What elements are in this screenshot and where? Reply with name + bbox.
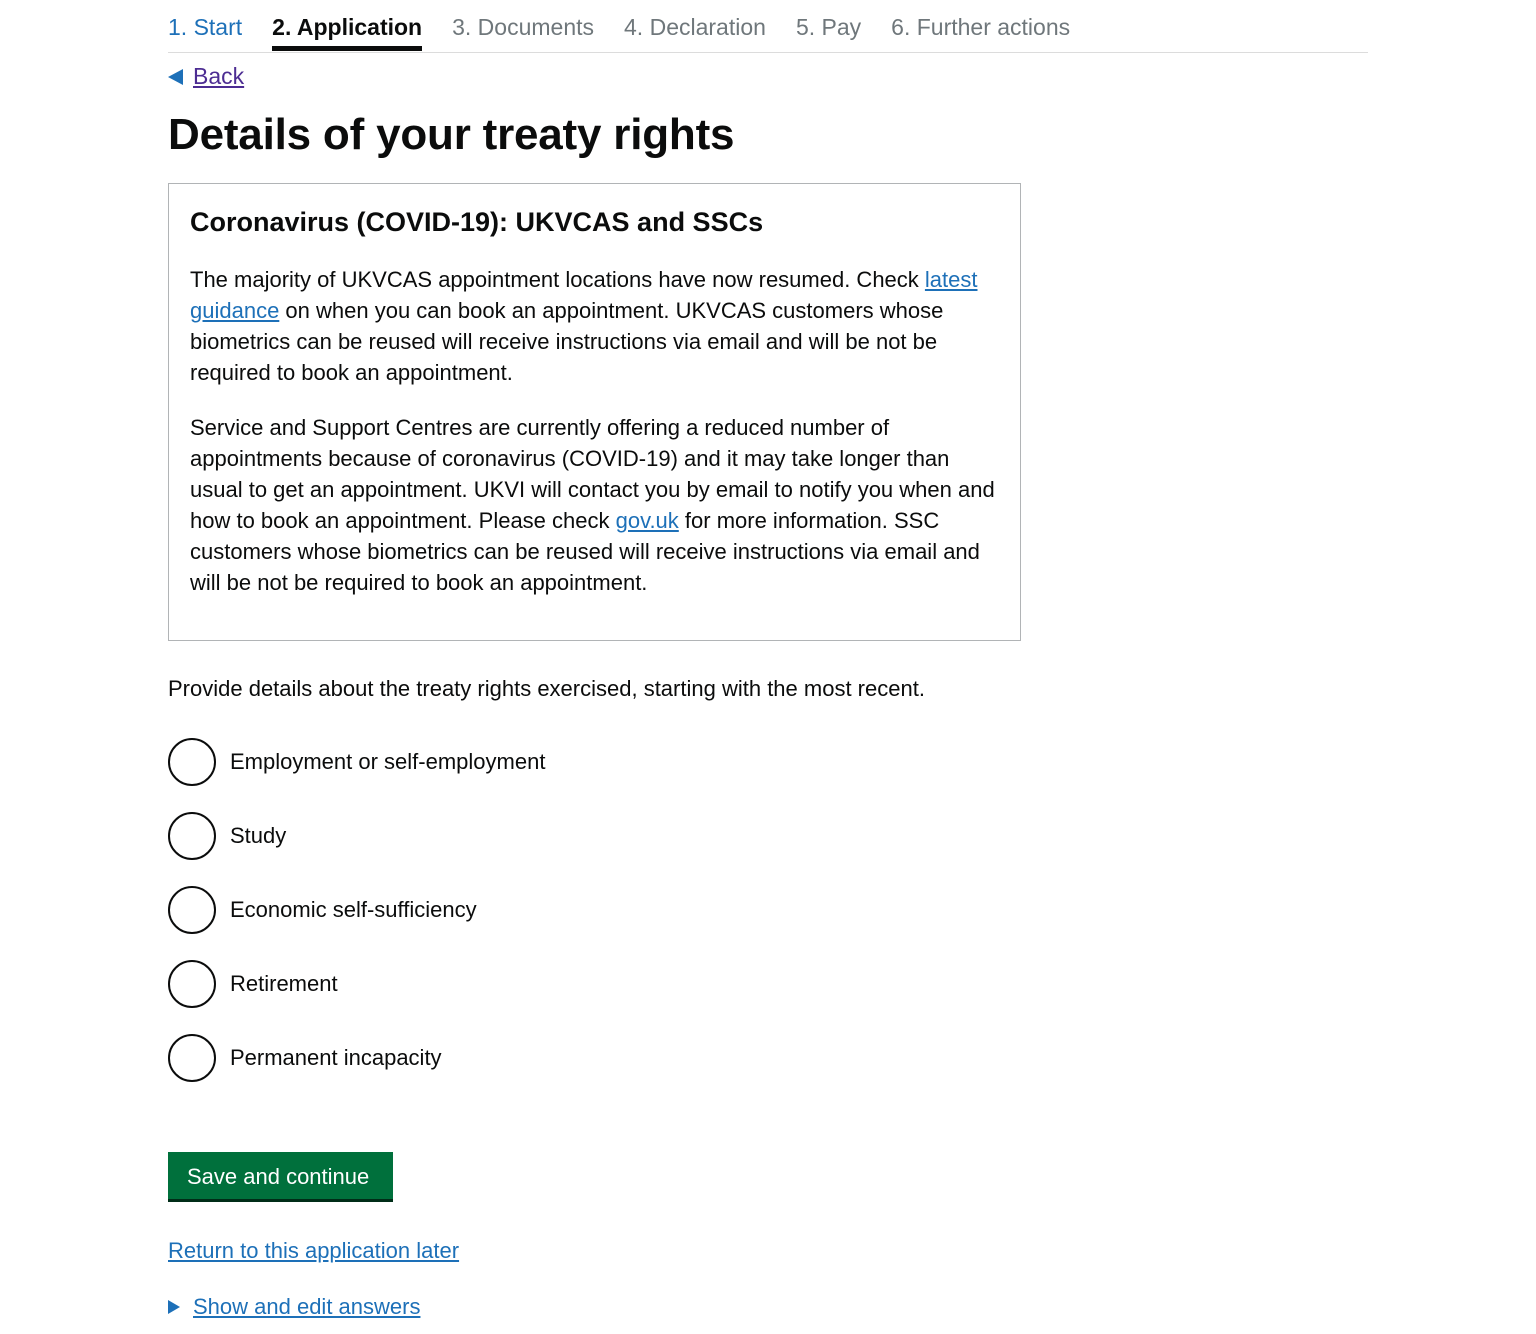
radio-employment[interactable]	[168, 738, 545, 786]
radio-label[interactable]: Permanent incapacity	[230, 1045, 442, 1070]
expand-triangle-icon	[168, 1300, 180, 1314]
covid-notice-panel	[168, 183, 1021, 641]
progress-steps	[168, 0, 1368, 53]
show-edit-answers-label[interactable]: Show and edit answers	[193, 1294, 421, 1319]
step-pay: 5. Pay	[795, 14, 862, 40]
radio-circle[interactable]	[168, 886, 216, 934]
notice-p1-text-after: on when you can book an appointment. UKVCAS customers whose biometrics can be reused will receive instructions via email and will be not be required to book an appointment.	[190, 298, 944, 385]
radio-permanent-incapacity[interactable]	[168, 1034, 545, 1082]
main-container	[168, 0, 1368, 1319]
step-application: 2. Application	[272, 0, 422, 51]
radio-label[interactable]: Economic self-sufficiency	[230, 897, 477, 922]
latest-guidance-link[interactable]: latest guidance	[190, 267, 978, 323]
question-hint: Provide details about the treaty rights exercised, starting with the most recent.	[168, 676, 925, 701]
return-later-link[interactable]: Return to this application later	[168, 1238, 460, 1263]
radio-circle[interactable]	[168, 960, 216, 1008]
notice-paragraph-2	[190, 412, 1000, 598]
step-further-actions: 6. Further actions	[891, 14, 1071, 40]
back-link[interactable]	[168, 62, 244, 90]
gov-uk-link[interactable]: gov.uk	[615, 508, 679, 533]
radio-circle[interactable]	[168, 738, 216, 786]
step-declaration: 4. Declaration	[624, 14, 766, 40]
radio-economic-self-sufficiency[interactable]	[168, 886, 545, 934]
notice-p2-text-before: Service and Support Centres are currently offering a reduced number of appointments because of coronavirus (COVID-19) and it may take longer than usual to get an appointment. UKVI will contact you by email to notify you when and how to book an appointment. Please check	[190, 415, 995, 533]
treaty-rights-radio-group	[168, 738, 545, 1108]
radio-label[interactable]: Study	[230, 823, 287, 848]
notice-p1-text-before: The majority of UKVCAS appointment locations have now resumed. Check	[190, 267, 925, 292]
back-link-label: Back	[193, 63, 245, 89]
notice-heading: Coronavirus (COVID-19): UKVCAS and SSCs	[190, 207, 764, 237]
radio-circle[interactable]	[168, 812, 216, 860]
back-arrow-icon	[168, 69, 183, 85]
step-start[interactable]: 1. Start	[168, 14, 243, 40]
page-title: Details of your treaty rights	[168, 110, 735, 159]
show-edit-answers-toggle[interactable]	[168, 1292, 420, 1322]
radio-retirement[interactable]	[168, 960, 545, 1008]
notice-paragraph-1	[190, 264, 1000, 388]
notice-p2-text-after: for more information. SSC customers whose biometrics can be reused will receive instructions via email and will be not be required to book an appointment.	[190, 508, 980, 595]
radio-label[interactable]: Employment or self-employment	[230, 749, 546, 774]
radio-label[interactable]: Retirement	[230, 971, 338, 996]
step-documents: 3. Documents	[452, 14, 595, 40]
radio-circle[interactable]	[168, 1034, 216, 1082]
radio-study[interactable]	[168, 812, 545, 860]
save-and-continue-button[interactable]: Save and continue	[168, 1152, 393, 1199]
